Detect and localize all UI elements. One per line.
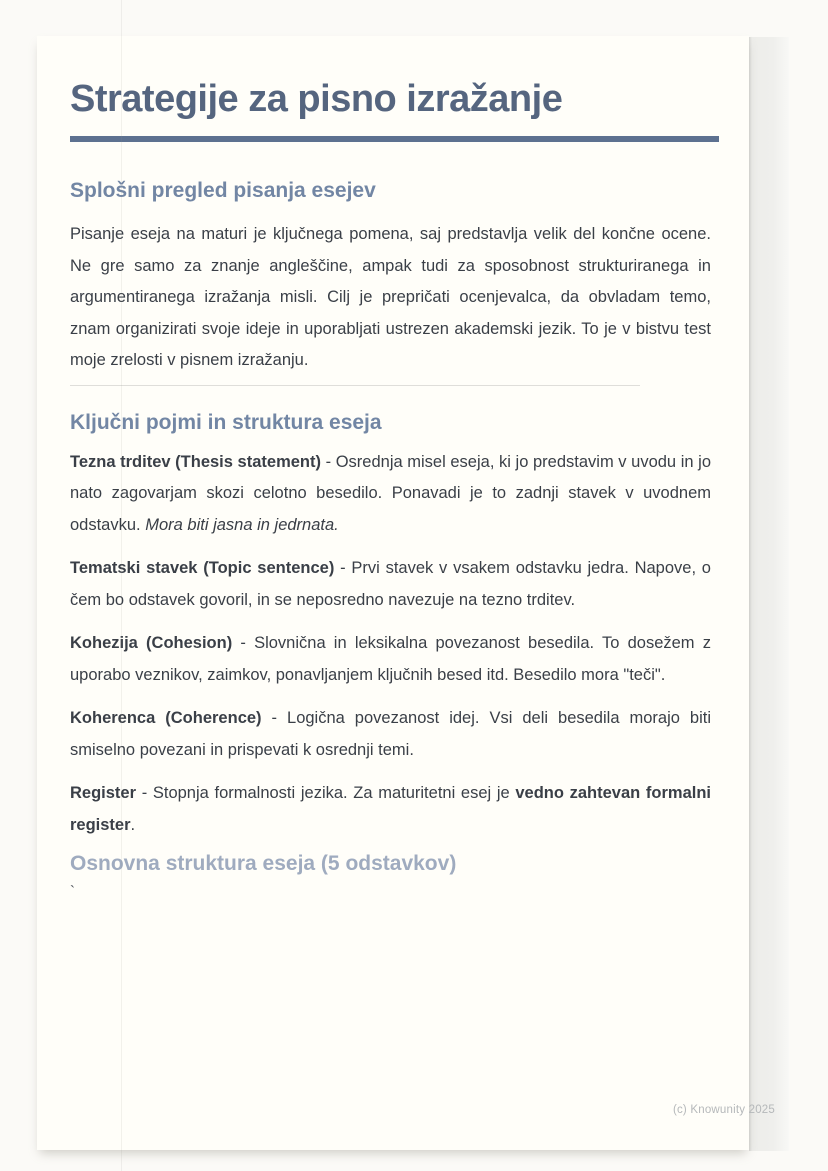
term-definition: - Prvi stavek v vsakem odstavku jedra. Napove, o čem bo odstavek govoril, in se neposredno navezuje na tezno trditev. (70, 559, 711, 609)
term-name: Kohezija (Cohesion) (70, 634, 233, 652)
term-tail: . (130, 815, 136, 834)
title-underline-rule (70, 136, 719, 142)
page-right-edge-band (749, 37, 789, 1151)
term-bold-note: vedno zahtevan formalni register (70, 784, 711, 834)
term-name: Register (70, 784, 137, 802)
term-name: Tematski stavek (Topic sentence) (70, 559, 335, 577)
term-paragraph-coherence (70, 703, 711, 766)
term-definition: - Logična povezanost idej. Vsi deli besedila morajo biti smiselno povezani in prispevati k osrednji temi. (70, 709, 711, 759)
stray-backtick-character: ` (70, 883, 75, 900)
section-divider (70, 385, 640, 386)
term-definition: - Slovnična in leksikalna povezanost besedila. To dosežem z uporabo veznikov, zaimkov, ponavljanjem ključnih besed itd. Besedilo mora "teči". (70, 634, 711, 684)
term-name: Koherenca (Coherence) (70, 709, 262, 727)
overview-paragraph: Pisanje eseja na maturi je ključnega pomena, saj predstavlja velik del končne ocene. Ne gre samo za znanje angleščine, ampak tudi za sposobnost strukturiranega in argumentiranega izražanja misli. Cilj je prepričati ocenjevalca, da obvladam temo, znam organizirati svoje ideje in uporabljati ustrezen akademski jezik. To je v bistvu test moje zrelosti v pisnem izražanju. (70, 225, 711, 369)
term-name: Tezna trditev (Thesis statement) (70, 452, 321, 471)
document-title: Strategije za pisno izražanje (70, 78, 563, 120)
page-content (70, 36, 720, 900)
term-paragraph-register (70, 778, 711, 841)
term-definition: - Stopnja formalnosti jezika. Za maturitetni esej je (136, 784, 516, 802)
sub-heading-essay-structure: Osnovna struktura eseja (5 odstavkov) (70, 852, 457, 875)
section-heading-key-concepts: Ključni pojmi in struktura eseja (70, 410, 382, 434)
term-italic-note: Mora biti jasna in jedrnata. (145, 515, 339, 534)
term-definition: - Osrednja misel eseja, ki jo predstavim v uvodu in jo nato zagovarjam skozi celotno besedilo. Ponavadi je to zadnji stavek v uvodnem odstavku. (70, 452, 712, 534)
page-sheet (37, 36, 749, 1150)
footer-copyright: (c) Knowunity 2025 (672, 1104, 775, 1116)
term-paragraph-cohesion (70, 628, 711, 691)
section-heading-overview: Splošni pregled pisanja esejev (70, 179, 376, 202)
term-paragraph-thesis (70, 447, 711, 542)
term-paragraph-topic-sentence (70, 553, 711, 616)
